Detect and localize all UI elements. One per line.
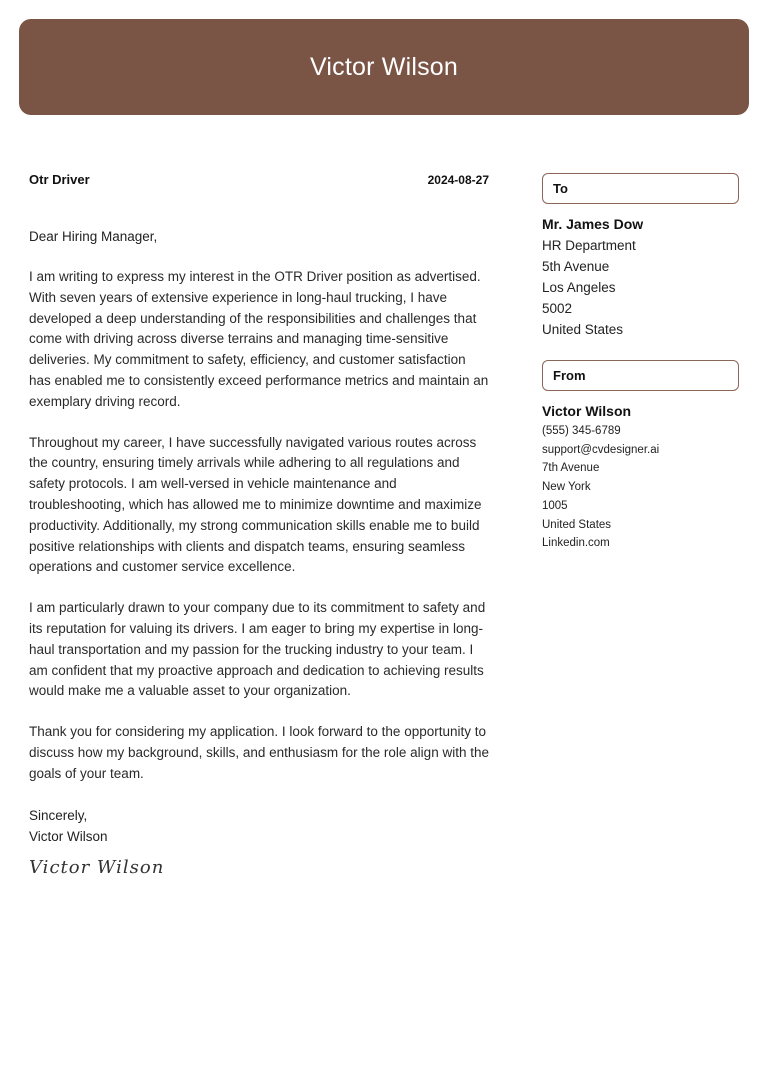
salutation: Dear Hiring Manager, bbox=[29, 229, 158, 244]
sender-email: support@cvdesigner.ai bbox=[542, 443, 660, 456]
sender-country: United States bbox=[542, 518, 612, 531]
header-banner bbox=[19, 19, 749, 115]
sender-name: Victor Wilson bbox=[542, 403, 632, 419]
recipient-line: HR Department bbox=[542, 238, 636, 253]
recipient-line: 5002 bbox=[542, 301, 573, 316]
paragraph: I am particularly drawn to your company due to its commitment to safety and its reputation for valuing its drivers. I am eager to bring my expertise in long-haul transportation and my passion for the trucking industry to your team. I am confident that my proactive approach and dedication to achieving results would make me a valuable asset to your organization. bbox=[29, 600, 486, 699]
from-label-box bbox=[542, 360, 739, 391]
sender-block bbox=[542, 401, 739, 553]
closing-name: Victor Wilson bbox=[29, 828, 108, 844]
recipient-name: Mr. James Dow bbox=[542, 216, 644, 232]
recipient-line: United States bbox=[542, 322, 624, 337]
letter-date: 2024-08-27 bbox=[427, 173, 489, 187]
to-label: To bbox=[553, 181, 568, 196]
paragraph: I am writing to express my interest in the OTR Driver position as advertised. With seven years of extensive experience in long-haul trucking, I have developed a deep understanding of the responsibilities and challenges that come with driving across diverse terrains and managing time-sensitive deliveries. My commitment to safety, efficiency, and customer satisfaction has enabled me to consistently exceed performance metrics and maintain an exemplary driving record. bbox=[29, 269, 489, 409]
applicant-name: Victor Wilson bbox=[309, 52, 458, 81]
paragraph: Throughout my career, I have successfully navigated various routes across the country, ensuring timely arrivals while adhering to all regulations and safety protocols. I am well-versed in vehicle maintenance and troubleshooting, which has allowed me to minimize downtime and maximize productivity. Additionally, my strong communication skills enable me to build positive relationships with clients and dispatch teams, ensuring seamless operations and customer service excellence. bbox=[29, 434, 482, 575]
recipient-line: 5th Avenue bbox=[542, 259, 610, 274]
sender-linkedin: Linkedin.com bbox=[542, 537, 610, 550]
letter-meta bbox=[29, 172, 489, 194]
sender-phone: (555) 345-6789 bbox=[542, 425, 621, 437]
sender-street: 7th Avenue bbox=[542, 462, 600, 475]
job-title: Otr Driver bbox=[29, 172, 90, 187]
sender-postcode: 1005 bbox=[542, 499, 568, 512]
letter-body bbox=[29, 172, 489, 878]
closing-block bbox=[29, 805, 489, 847]
paragraph: Thank you for considering my application. I look forward to the opportunity to discuss how my background, skills, and enthusiasm for the role align with the goals of your team. bbox=[29, 724, 489, 781]
from-label: From bbox=[553, 368, 586, 383]
to-label-box bbox=[542, 173, 739, 204]
recipient-line: Los Angeles bbox=[542, 280, 616, 295]
address-sidebar bbox=[542, 173, 739, 553]
sender-city: New York bbox=[542, 481, 591, 494]
signature: Victor Wilson bbox=[29, 856, 165, 878]
closing: Sincerely, bbox=[29, 807, 88, 823]
recipient-block bbox=[542, 214, 739, 340]
